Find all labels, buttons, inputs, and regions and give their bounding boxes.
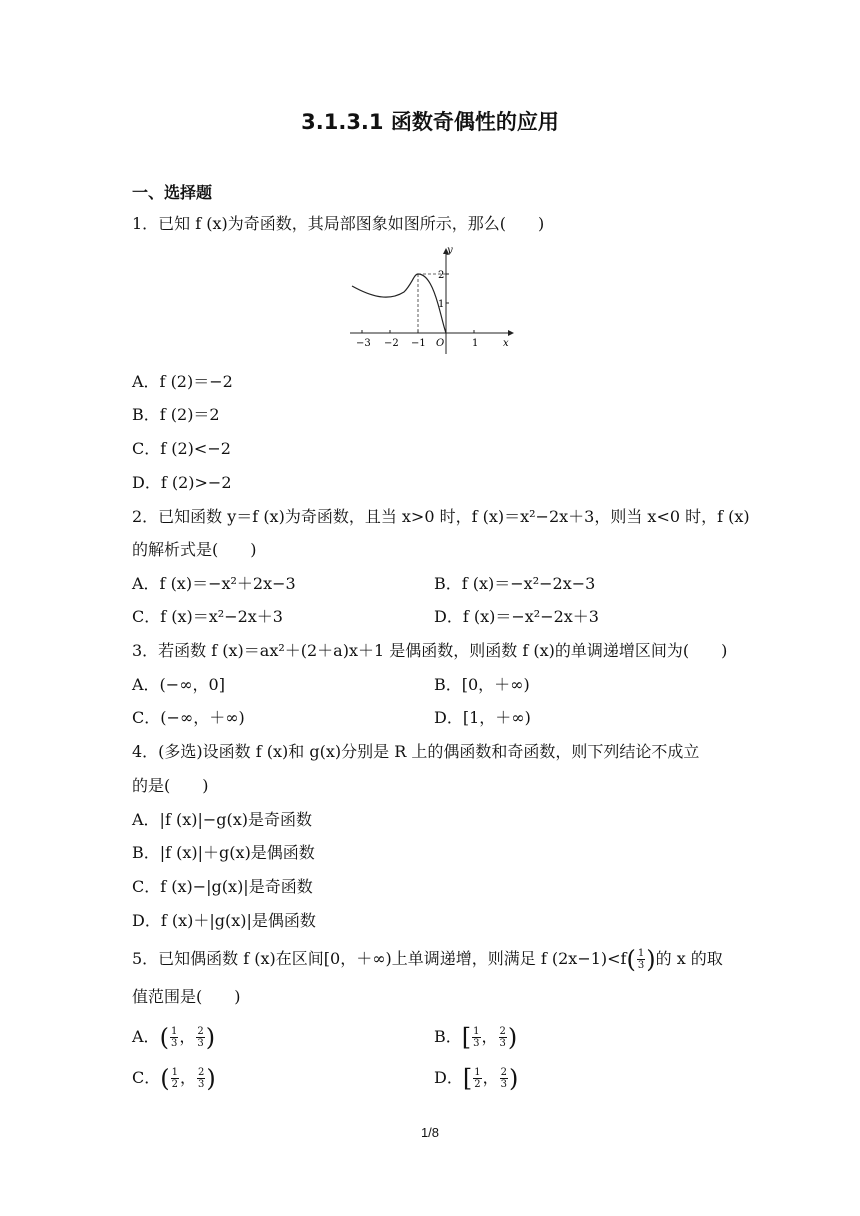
x-axis-label: x [503,338,509,349]
q5-stem-line1 [132,945,723,974]
x-tick-label: −2 [384,338,399,349]
interval-close: ) [508,1064,519,1093]
q1-option-d: D．f (2)>−2 [132,473,232,492]
interval-separator: ， [180,1068,197,1087]
y-axis-label: y [447,245,453,256]
fraction [637,948,645,971]
q2-option-a: A．f (x)＝−x²＋2x−3 [132,574,296,593]
interval-separator: ， [179,1027,196,1046]
fraction-denominator: 2 [171,1079,178,1090]
fraction [499,1026,507,1049]
interval-close: ) [206,1064,216,1093]
q1-option-c: C．f (2)<−2 [132,439,231,458]
interval-separator: ， [481,1027,498,1046]
q1-option-a: A．f (2)＝−2 [132,372,233,391]
paren-open: ( [626,945,636,974]
fraction [473,1067,481,1090]
fraction-numerator: 2 [198,1067,205,1078]
origin-label: O [436,338,445,349]
interval-open: ( [159,1023,169,1052]
fraction-denominator: 3 [499,1038,506,1049]
q4-option-a: A．|f (x)|−g(x)是奇函数 [132,810,313,829]
option-label: C． [132,1068,161,1087]
fraction-denominator: 3 [637,960,645,971]
fraction-numerator: 1 [170,1026,178,1037]
q4-option-b: B．|f (x)|＋g(x)是偶函数 [132,843,315,862]
fraction-denominator: 2 [474,1079,481,1090]
fraction-denominator: 3 [197,1038,204,1049]
q2-option-d: D．f (x)＝−x²−2x＋3 [434,607,599,626]
q5-stem-post: 的 x 的取 [655,949,723,968]
fraction-numerator: 1 [637,948,645,959]
fraction-denominator: 3 [170,1038,178,1049]
q2-stem-line1: 2．已知函数 y＝f (x)为奇函数，且当 x>0 时，f (x)＝x²−2x＋3，则当 x<0 时，f (x) [132,507,750,526]
option-label: B． [434,1027,462,1046]
q1-function-graph [348,244,518,356]
q1-option-b: B．f (2)＝2 [132,405,220,424]
q1-stem: 1．已知 f (x)为奇函数，其局部图象如图所示，那么( ) [132,214,545,233]
q5-option-b [434,1023,518,1052]
x-tick-label: 1 [472,338,479,349]
q5-option-c [132,1064,216,1093]
interval-separator: ， [482,1068,499,1087]
fraction [170,1026,178,1049]
page-number: 1/8 [420,1125,440,1140]
x-tick-label: −1 [411,338,426,349]
interval-open: [ [461,1023,472,1052]
y-tick-label: 1 [438,299,445,310]
q2-option-c: C．f (x)＝x²−2x＋3 [132,607,283,626]
q4-stem-line2: 的是( ) [132,776,209,795]
fraction [472,1026,480,1049]
fraction-numerator: 1 [474,1067,481,1078]
q3-option-b: B．[0，＋∞) [434,675,530,694]
fraction-denominator: 3 [473,1038,480,1049]
fraction-denominator: 3 [500,1079,507,1090]
fraction-denominator: 3 [198,1079,205,1090]
q5-stem-line2: 值范围是( ) [132,987,241,1006]
y-tick-label: 2 [438,270,445,281]
fraction [196,1026,204,1049]
fraction-numerator: 1 [473,1026,480,1037]
fraction [500,1067,508,1090]
option-label: A． [132,1027,160,1046]
fraction-numerator: 2 [500,1067,507,1078]
q5-option-a [132,1023,216,1052]
q3-stem: 3．若函数 f (x)＝ax²＋(2＋a)x＋1 是偶函数，则函数 f (x)的单调递增区间为( ) [132,641,728,660]
paren-close: ) [646,945,656,974]
q4-option-c: C．f (x)−|g(x)|是奇函数 [132,877,313,896]
interval-close: ) [507,1023,518,1052]
fraction-numerator: 2 [197,1026,204,1037]
q2-stem-line2: 的解析式是( ) [132,540,257,559]
q3-option-a: A．(−∞，0] [132,675,225,694]
section-heading: 一、选择题 [132,183,213,202]
page-title: 3.1.3.1 函数奇偶性的应用 [301,110,559,134]
q5-stem-pre: 5．已知偶函数 f (x)在区间[0，＋∞)上单调递增，则满足 f (2x−1)<f [132,949,627,968]
q4-stem-line1: 4．(多选)设函数 f (x)和 g(x)分别是 R 上的偶函数和奇函数，则下列结论不成立 [132,742,700,761]
x-tick-label: −3 [356,338,371,349]
q3-option-d: D．[1，＋∞) [434,708,531,727]
q2-option-b: B．f (x)＝−x²−2x−3 [434,574,596,593]
option-label: D． [434,1068,463,1087]
fraction-numerator: 2 [499,1026,506,1037]
x-axis-arrow [508,330,514,336]
q4-option-d: D．f (x)＋|g(x)|是偶函数 [132,911,316,930]
interval-open: ( [160,1064,170,1093]
interval-open: [ [462,1064,473,1093]
function-curve [352,274,446,333]
q5-option-d [434,1064,519,1093]
fraction [171,1067,179,1090]
q3-option-c: C．(−∞，＋∞) [132,708,245,727]
interval-close: ) [205,1023,216,1052]
fraction-numerator: 1 [171,1067,178,1078]
fraction [197,1067,205,1090]
